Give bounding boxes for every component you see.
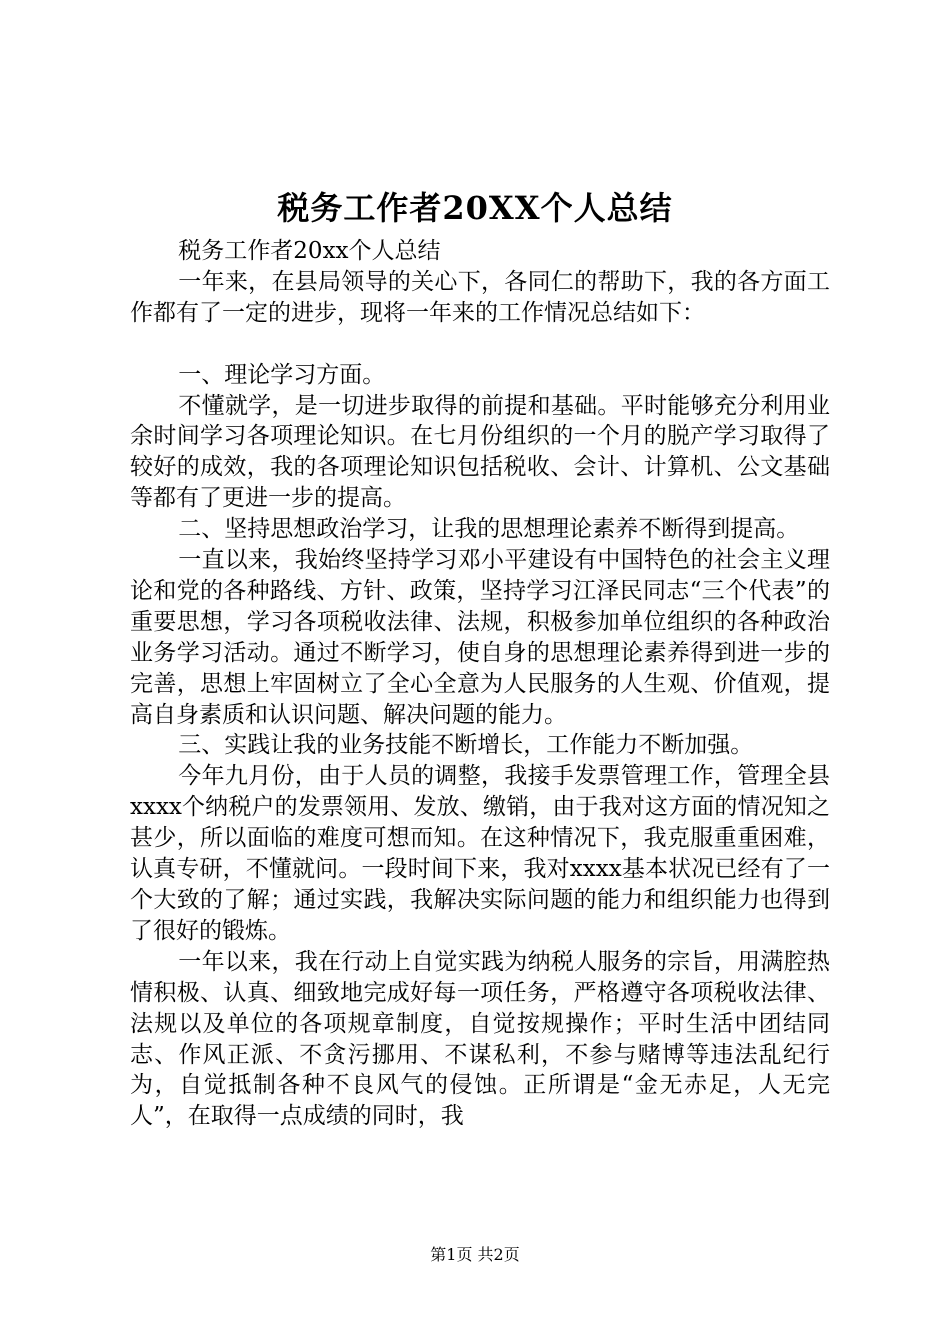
page-footer: 第1页 共2页 — [430, 1245, 520, 1264]
document-body — [130, 236, 830, 1132]
document-title: 税务工作者20XX个人总结 — [277, 189, 673, 227]
paragraph-conduct: 一年以来，我在行动上自觉实践为纳税人服务的宗旨，用满腔热情积极、认真、细致地完成好每一项任务，严格遵守各项税收法律、法规以及单位的各项规章制度，自觉按规操作；平时生活中团结同志、作风正派、不贪污挪用、不谋私利，不参与赌博等违法乱纪行为，自觉抵制各种不良风气的侵蚀。正所谓是“金无赤足，人无完人”，在取得一点成绩的同时，我 — [130, 948, 830, 1130]
blank-line — [130, 329, 830, 360]
section-heading-2: 二、坚持思想政治学习，让我的思想理论素养不断得到提高。 — [178, 516, 800, 543]
paragraph-political-study: 一直以来，我始终坚持学习邓小平建设有中国特色的社会主义理论和党的各种路线、方针、政策，坚持学习江泽民同志“三个代表”的重要思想，学习各项税收法律、法规，积极参加单位组织的各种政治业务学习活动。通过不断学习，使自身的思想理论素养得到进一步的完善，思想上牢固树立了全心全意为人民服务的人生观、价值观，提高自身素质和认识问题、解决问题的能力。 — [130, 547, 830, 728]
section-heading-1: 一、理论学习方面。 — [178, 361, 386, 388]
paragraph-intro: 一年来，在县局领导的关心下，各同仁的帮助下，我的各方面工作都有了一定的进步，现将一年来的工作情况总结如下： — [130, 268, 830, 326]
section-heading-3: 三、实践让我的业务技能不断增长，工作能力不断加强。 — [178, 732, 754, 759]
paragraph-subtitle: 税务工作者20xx个人总结 — [178, 238, 441, 264]
paragraph-invoice-work: 今年九月份，由于人员的调整，我接手发票管理工作，管理全县xxxx个纳税户的发票领用、发放、缴销，由于我对这方面的情况知之甚少，所以面临的难度可想而知。在这种情况下，我克服重重困难，认真专研，不懂就问。一段时间下来，我对xxxx基本状况已经有了一个大致的了解；通过实践，我解决实际问题的能力和组织能力也得到了很好的锻炼。 — [130, 763, 830, 944]
paragraph-theory-study: 不懂就学，是一切进步取得的前提和基础。平时能够充分利用业余时间学习各项理论知识。在七月份组织的一个月的脱产学习取得了较好的成效，我的各项理论知识包括税收、会计、计算机、公文基础等都有了更进一步的提高。 — [130, 392, 830, 512]
